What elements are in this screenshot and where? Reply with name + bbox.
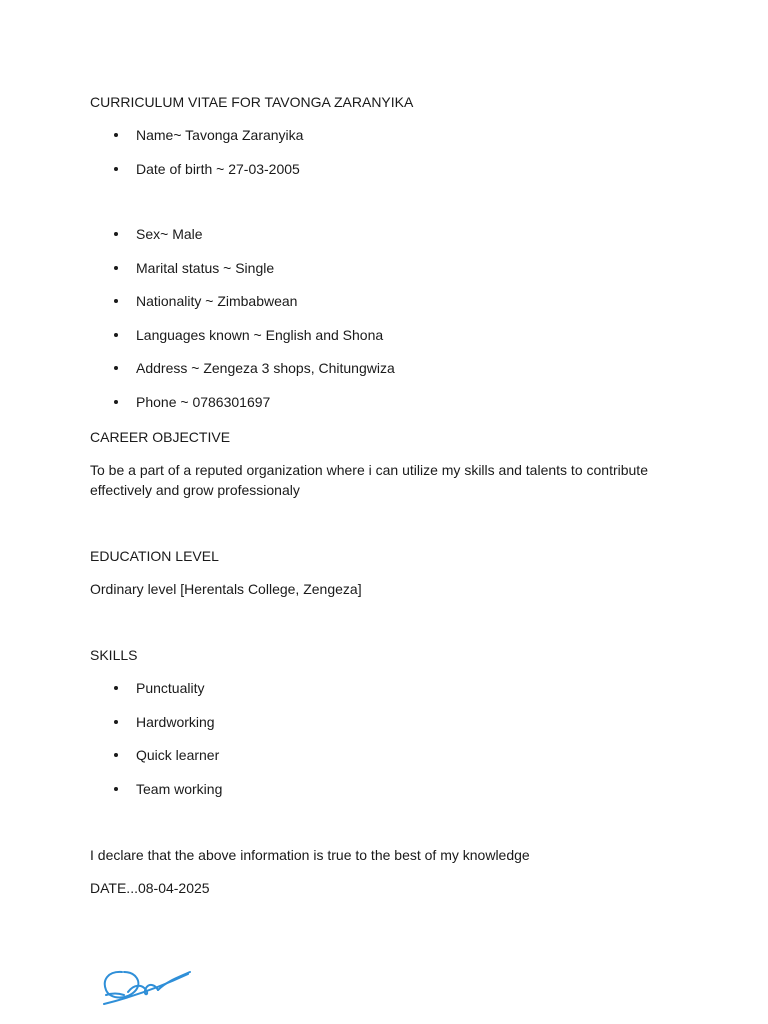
address-item: Address ~ Zengeza 3 shops, Chitungwiza: [136, 360, 395, 376]
skills-heading: SKILLS: [90, 647, 138, 663]
declaration-text: I declare that the above information is true to the best of my knowledge: [90, 847, 530, 863]
education-heading: EDUCATION LEVEL: [90, 548, 219, 564]
name-item: Name~ Tavonga Zaranyika: [136, 127, 304, 143]
skill-item: Punctuality: [136, 680, 205, 696]
date-line: DATE...08-04-2025: [90, 880, 210, 896]
phone-item: Phone ~ 0786301697: [136, 394, 271, 410]
nationality-item: Nationality ~ Zimbabwean: [136, 293, 298, 309]
languages-item: Languages known ~ English and Shona: [136, 327, 384, 343]
skill-item: Quick learner: [136, 747, 220, 763]
career-objective-text: To be a part of a reputed organization where i can utilize my skills and talents to contribute effectively and grow professionaly: [90, 462, 648, 498]
signature-icon: [98, 962, 198, 1012]
date-of-birth-item: Date of birth ~ 27-03-2005: [136, 161, 300, 177]
career-objective-heading: CAREER OBJECTIVE: [90, 429, 231, 445]
skill-item: Hardworking: [136, 714, 215, 730]
sex-item: Sex~ Male: [136, 226, 203, 242]
cv-title: CURRICULUM VITAE FOR TAVONGA ZARANYIKA: [90, 94, 414, 110]
education-text: Ordinary level [Herentals College, Zengeza]: [90, 581, 362, 597]
skill-item: Team working: [136, 781, 223, 797]
marital-status-item: Marital status ~ Single: [136, 260, 275, 276]
